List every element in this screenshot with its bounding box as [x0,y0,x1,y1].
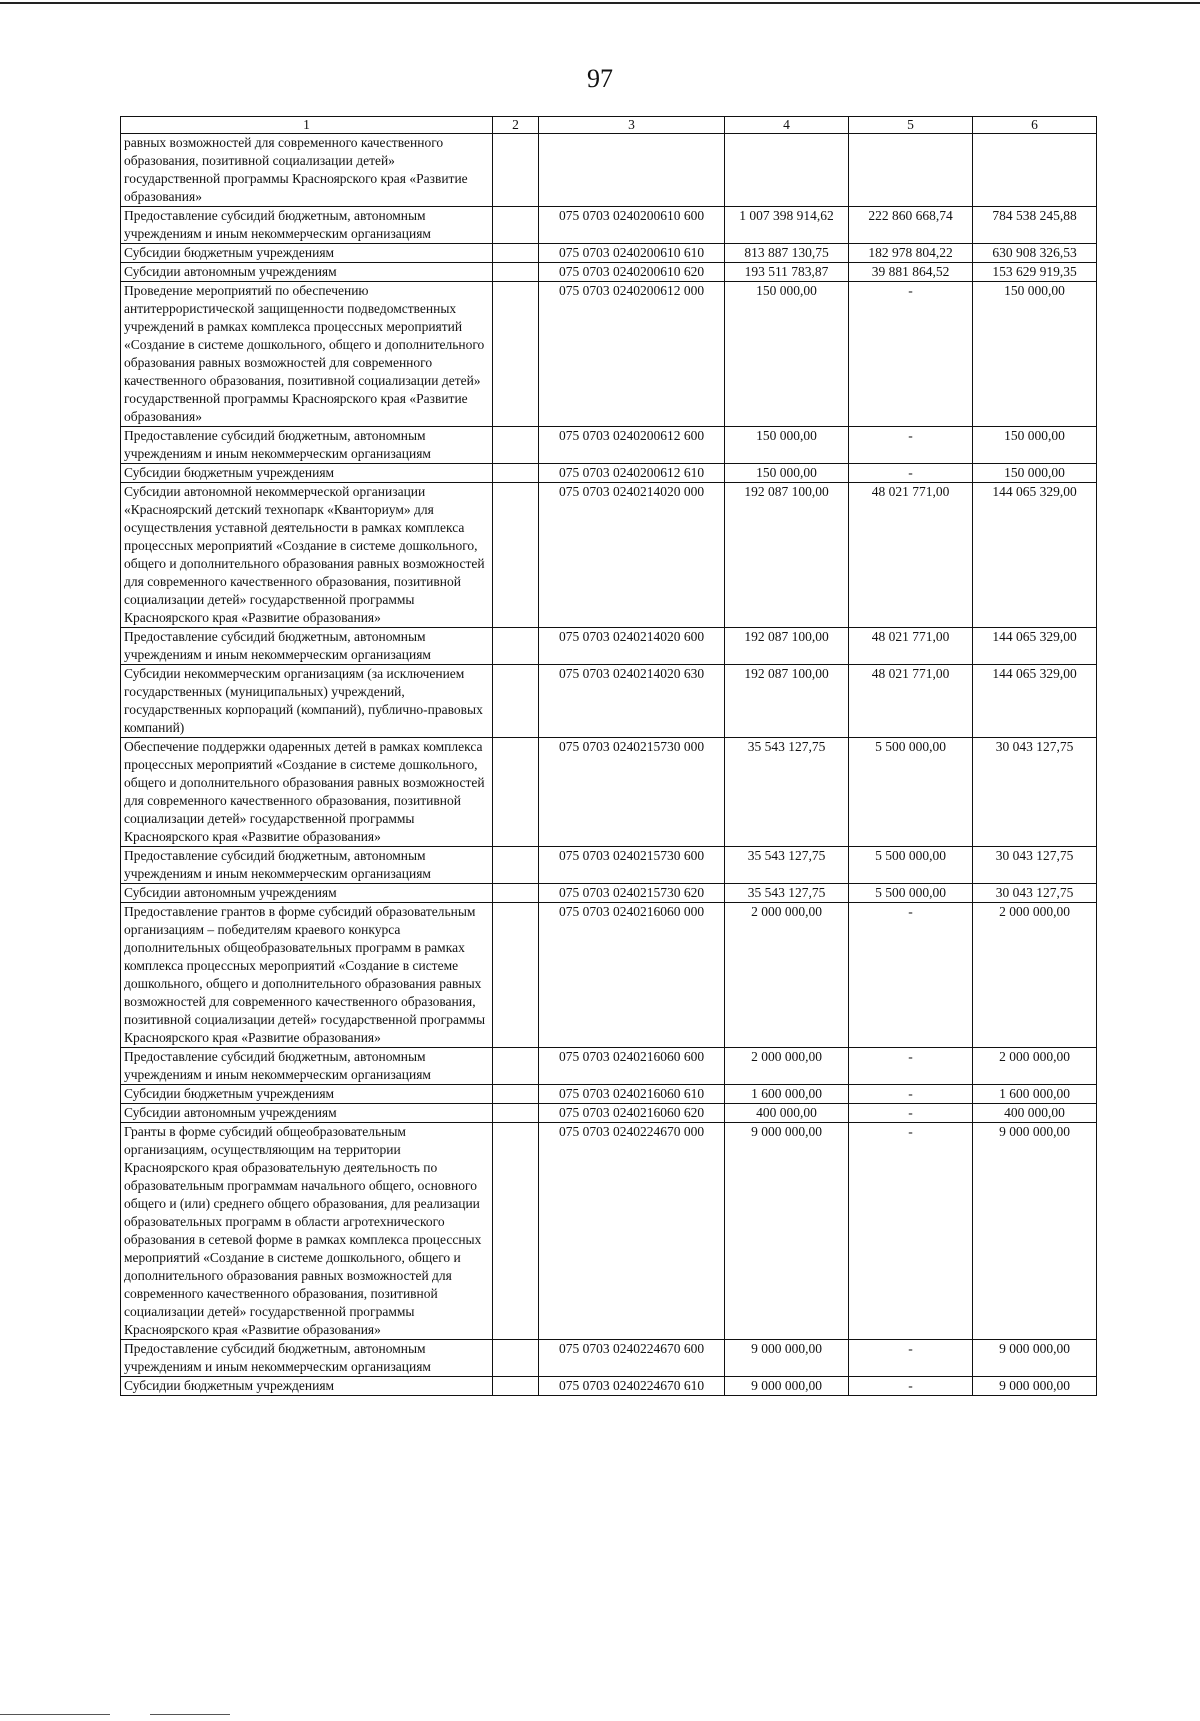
cell-code-2 [493,884,539,903]
table-row [121,263,1097,282]
cell-name: Субсидии некоммерческим организациям (за исключением государственных (муниципальных) учреждений, государственных корпораций (компаний), публично-правовых компаний) [121,665,493,738]
cell-amount-4: 35 543 127,75 [725,847,849,884]
cell-amount-4: 1 007 398 914,62 [725,207,849,244]
cell-amount-6: 144 065 329,00 [973,628,1097,665]
cell-code-2 [493,1104,539,1123]
table-row [121,483,1097,628]
cell-classification-code: 075 0703 0240214020 600 [539,628,725,665]
cell-amount-6: 153 629 919,35 [973,263,1097,282]
cell-code-2 [493,1048,539,1085]
cell-amount-5: - [849,1340,973,1377]
cell-classification-code: 075 0703 0240200610 600 [539,207,725,244]
cell-name: Предоставление грантов в форме субсидий образовательным организациям – победителям краевого конкурса дополнительных общеобразовательных программ в рамках комплекса процессных мероприятий «Создание в системе дошкольного, общего и дополнительного образования равных возможностей для современного качественного образования, позитивной социализации детей» государственной программы Красноярского края «Развитие образования» [121,903,493,1048]
cell-code-2 [493,665,539,738]
cell-code-2 [493,1085,539,1104]
header-row [121,117,1097,134]
table-header [121,117,1097,134]
cell-amount-4: 400 000,00 [725,1104,849,1123]
cell-amount-5: 48 021 771,00 [849,483,973,628]
cell-amount-6: 144 065 329,00 [973,483,1097,628]
cell-amount-6: 30 043 127,75 [973,738,1097,847]
cell-amount-5: 48 021 771,00 [849,665,973,738]
cell-classification-code: 075 0703 0240215730 600 [539,847,725,884]
table-row [121,464,1097,483]
top-rule [0,2,1200,4]
budget-table [120,116,1097,1396]
cell-classification-code: 075 0703 0240215730 000 [539,738,725,847]
table-row [121,738,1097,847]
cell-amount-5: - [849,1104,973,1123]
cell-amount-5: - [849,464,973,483]
cell-classification-code: 075 0703 0240216060 610 [539,1085,725,1104]
cell-code-2 [493,427,539,464]
cell-amount-4: 193 511 783,87 [725,263,849,282]
header-col-6: 6 [973,117,1097,134]
cell-amount-4: 35 543 127,75 [725,884,849,903]
cell-amount-5: - [849,1377,973,1396]
cell-amount-6: 2 000 000,00 [973,903,1097,1048]
cell-amount-5: - [849,1123,973,1340]
table-body [121,134,1097,1396]
table-row [121,1048,1097,1085]
cell-amount-4: 9 000 000,00 [725,1123,849,1340]
table-row [121,1085,1097,1104]
cell-code-2 [493,903,539,1048]
cell-name: равных возможностей для современного качественного образования, позитивной социализации детей» государственной программы Красноярского края «Развитие образования» [121,134,493,207]
header-col-3: 3 [539,117,725,134]
cell-code-2 [493,134,539,207]
cell-amount-5: 182 978 804,22 [849,244,973,263]
cell-classification-code: 075 0703 0240200612 000 [539,282,725,427]
cell-code-2 [493,738,539,847]
table-row [121,134,1097,207]
cell-code-2 [493,483,539,628]
cell-amount-6: 150 000,00 [973,282,1097,427]
cell-name: Субсидии автономным учреждениям [121,884,493,903]
cell-amount-6: 150 000,00 [973,464,1097,483]
cell-classification-code: 075 0703 0240224670 610 [539,1377,725,1396]
cell-name: Предоставление субсидий бюджетным, автономным учреждениям и иным некоммерческим организациям [121,1340,493,1377]
cell-amount-4: 150 000,00 [725,427,849,464]
cell-amount-6: 1 600 000,00 [973,1085,1097,1104]
cell-amount-5: - [849,282,973,427]
cell-amount-4: 2 000 000,00 [725,1048,849,1085]
cell-name: Гранты в форме субсидий общеобразовательным организациям, осуществляющим на территории Красноярского края образовательную деятельность по образовательным программам начального общего, основного общего и (или) среднего общего образования, для реализации образовательных программ в области агротехнического образования в сетевой форме в рамках комплекса процессных мероприятий «Создание в системе дошкольного, общего и дополнительного образования равных возможностей для современного качественного образования, позитивной социализации детей» государственной программы Красноярского края «Развитие образования» [121,1123,493,1340]
cell-name: Субсидии бюджетным учреждениям [121,1377,493,1396]
table-row [121,903,1097,1048]
cell-code-2 [493,244,539,263]
header-col-1: 1 [121,117,493,134]
cell-name: Субсидии автономным учреждениям [121,1104,493,1123]
cell-amount-4: 813 887 130,75 [725,244,849,263]
cell-code-2 [493,847,539,884]
cell-name: Предоставление субсидий бюджетным, автономным учреждениям и иным некоммерческим организациям [121,628,493,665]
cell-amount-4: 2 000 000,00 [725,903,849,1048]
table-row [121,628,1097,665]
cell-amount-4: 9 000 000,00 [725,1340,849,1377]
cell-code-2 [493,1377,539,1396]
cell-code-2 [493,282,539,427]
cell-amount-6: 2 000 000,00 [973,1048,1097,1085]
header-col-2: 2 [493,117,539,134]
cell-amount-4: 1 600 000,00 [725,1085,849,1104]
cell-amount-5: 5 500 000,00 [849,738,973,847]
table-row [121,1123,1097,1340]
cell-amount-5: - [849,1048,973,1085]
table-row [121,1104,1097,1123]
cell-amount-5: - [849,903,973,1048]
cell-code-2 [493,628,539,665]
cell-amount-4: 9 000 000,00 [725,1377,849,1396]
cell-amount-6: 30 043 127,75 [973,847,1097,884]
cell-name: Обеспечение поддержки одаренных детей в рамках комплекса процессных мероприятий «Создание в системе дошкольного, общего и дополнительного образования равных возможностей для современного качественного образования, позитивной социализации детей» государственной программы Красноярского края «Развитие образования» [121,738,493,847]
cell-classification-code: 075 0703 0240224670 000 [539,1123,725,1340]
cell-amount-4 [725,134,849,207]
cell-name: Предоставление субсидий бюджетным, автономным учреждениям и иным некоммерческим организациям [121,207,493,244]
cell-amount-5: 39 881 864,52 [849,263,973,282]
cell-amount-5 [849,134,973,207]
cell-classification-code: 075 0703 0240214020 630 [539,665,725,738]
table-row [121,427,1097,464]
table-row [121,244,1097,263]
cell-code-2 [493,464,539,483]
cell-code-2 [493,207,539,244]
header-col-5: 5 [849,117,973,134]
table-row [121,884,1097,903]
cell-code-2 [493,1123,539,1340]
cell-amount-6: 9 000 000,00 [973,1123,1097,1340]
cell-amount-6: 150 000,00 [973,427,1097,464]
cell-classification-code: 075 0703 0240224670 600 [539,1340,725,1377]
cell-amount-5: 48 021 771,00 [849,628,973,665]
table-row [121,665,1097,738]
cell-amount-6: 630 908 326,53 [973,244,1097,263]
cell-amount-4: 150 000,00 [725,282,849,427]
cell-name: Субсидии автономным учреждениям [121,263,493,282]
cell-name: Субсидии бюджетным учреждениям [121,244,493,263]
bottom-scan-marks [0,1714,1200,1718]
header-col-4: 4 [725,117,849,134]
cell-classification-code [539,134,725,207]
cell-amount-4: 192 087 100,00 [725,665,849,738]
cell-amount-5: 222 860 668,74 [849,207,973,244]
cell-name: Предоставление субсидий бюджетным, автономным учреждениям и иным некоммерческим организациям [121,847,493,884]
cell-name: Проведение мероприятий по обеспечению антитеррористической защищенности подведомственных учреждений в рамках комплекса процессных мероприятий «Создание в системе дошкольного, общего и дополнительного образования равных возможностей для современного качественного образования, позитивной социализации детей» государственной программы Красноярского края «Развитие образования» [121,282,493,427]
cell-name: Субсидии бюджетным учреждениям [121,1085,493,1104]
cell-amount-5: - [849,1085,973,1104]
table-row [121,1377,1097,1396]
cell-classification-code: 075 0703 0240200612 600 [539,427,725,464]
table-row [121,847,1097,884]
cell-amount-4: 150 000,00 [725,464,849,483]
cell-classification-code: 075 0703 0240214020 000 [539,483,725,628]
cell-classification-code: 075 0703 0240200612 610 [539,464,725,483]
cell-amount-6: 9 000 000,00 [973,1377,1097,1396]
cell-classification-code: 075 0703 0240216060 000 [539,903,725,1048]
cell-classification-code: 075 0703 0240200610 610 [539,244,725,263]
cell-classification-code: 075 0703 0240200610 620 [539,263,725,282]
cell-amount-6: 144 065 329,00 [973,665,1097,738]
cell-classification-code: 075 0703 0240216060 620 [539,1104,725,1123]
cell-classification-code: 075 0703 0240216060 600 [539,1048,725,1085]
cell-amount-4: 35 543 127,75 [725,738,849,847]
cell-code-2 [493,263,539,282]
cell-name: Предоставление субсидий бюджетным, автономным учреждениям и иным некоммерческим организациям [121,427,493,464]
cell-name: Предоставление субсидий бюджетным, автономным учреждениям и иным некоммерческим организациям [121,1048,493,1085]
table-row [121,207,1097,244]
cell-classification-code: 075 0703 0240215730 620 [539,884,725,903]
cell-name: Субсидии бюджетным учреждениям [121,464,493,483]
cell-amount-6 [973,134,1097,207]
cell-amount-6: 784 538 245,88 [973,207,1097,244]
cell-amount-6: 30 043 127,75 [973,884,1097,903]
cell-amount-4: 192 087 100,00 [725,628,849,665]
table-row [121,1340,1097,1377]
cell-amount-4: 192 087 100,00 [725,483,849,628]
cell-amount-5: - [849,427,973,464]
cell-amount-6: 9 000 000,00 [973,1340,1097,1377]
cell-name: Субсидии автономной некоммерческой организации «Красноярский детский технопарк «Кванториум» для осуществления уставной деятельности в рамках комплекса процессных мероприятий «Создание в системе дошкольного, общего и дополнительного образования равных возможностей для современного качественного образования, позитивной социализации детей» государственной программы Красноярского края «Развитие образования» [121,483,493,628]
table-row [121,282,1097,427]
cell-code-2 [493,1340,539,1377]
page-number: 97 [587,64,613,93]
cell-amount-5: 5 500 000,00 [849,884,973,903]
cell-amount-6: 400 000,00 [973,1104,1097,1123]
cell-amount-5: 5 500 000,00 [849,847,973,884]
